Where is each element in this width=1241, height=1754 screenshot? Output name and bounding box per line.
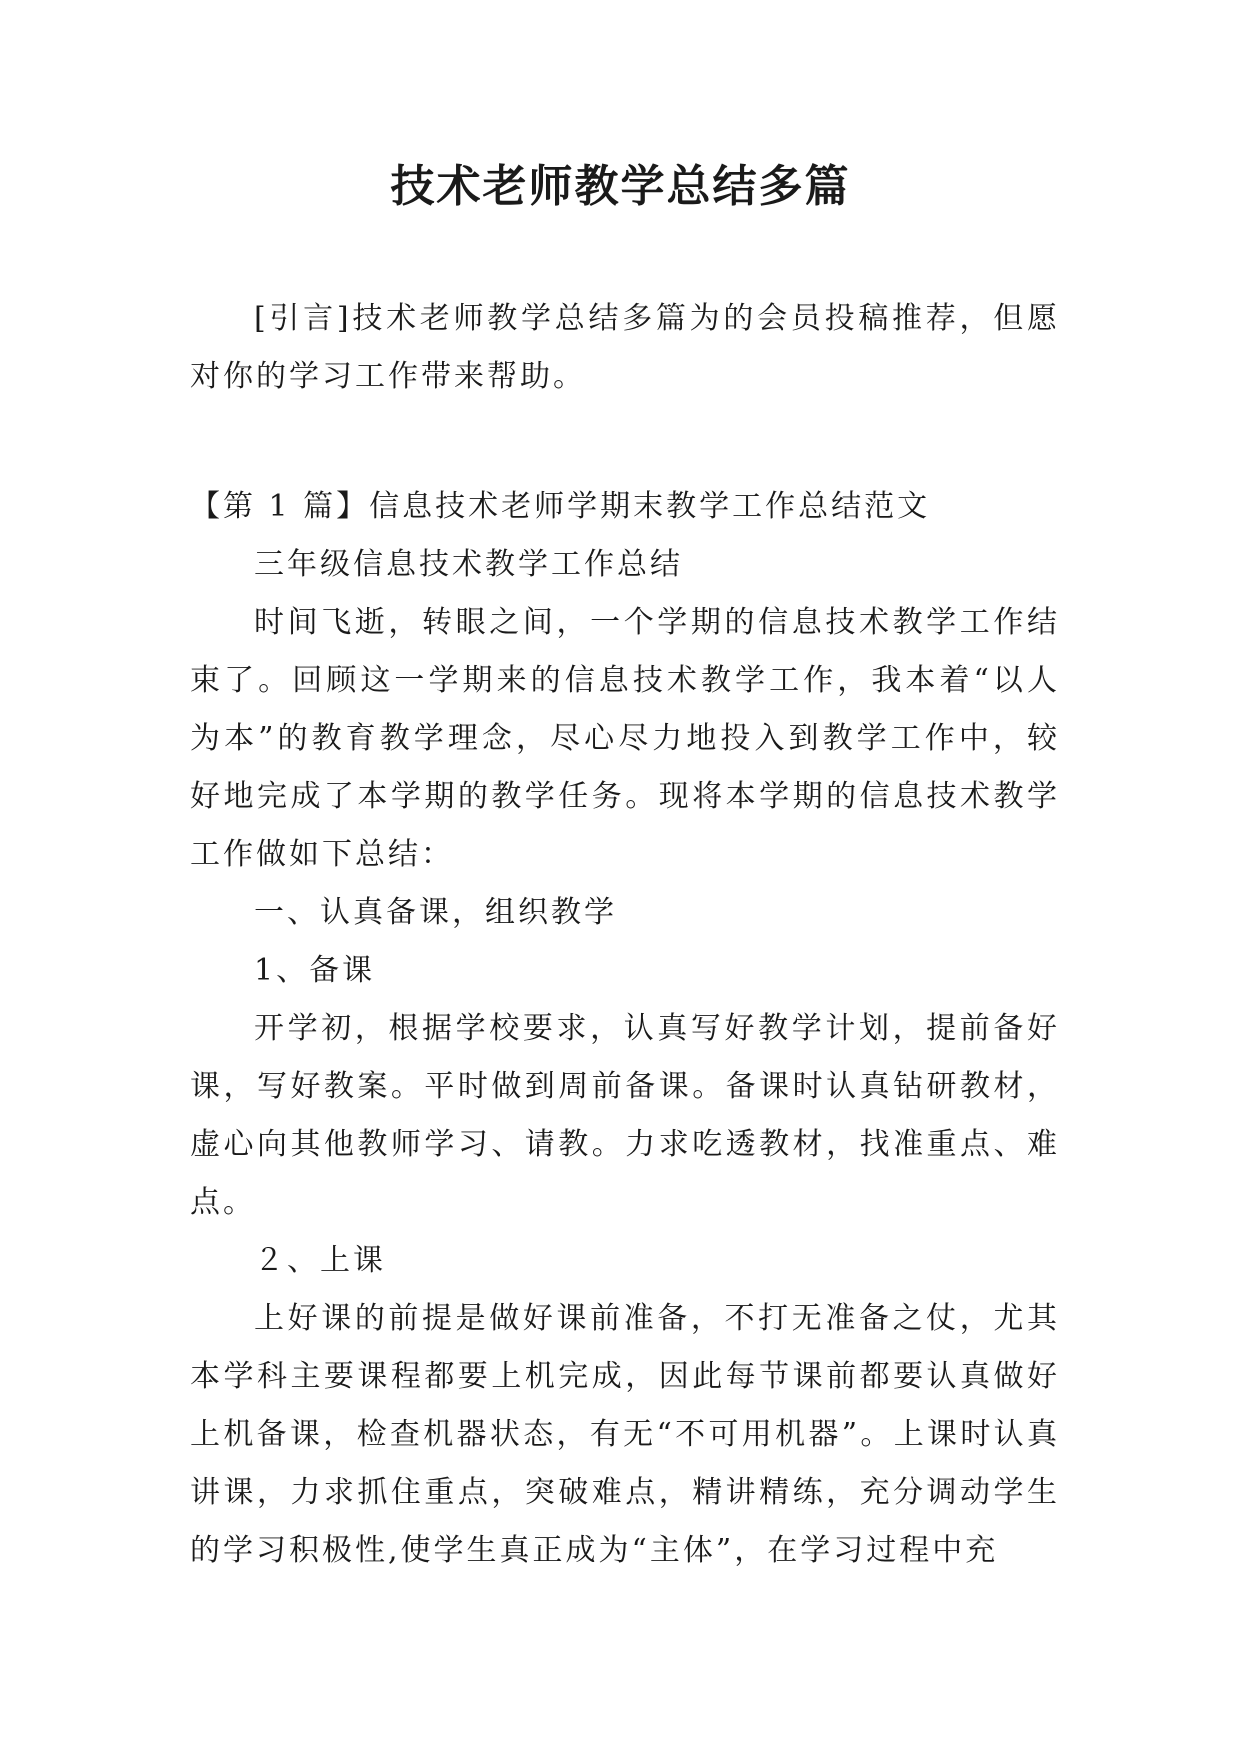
intro-paragraph: [引言]技术老师教学总结多篇为的会员投稿推荐，但愿对你的学习工作带来帮助。 [190, 301, 1060, 394]
heading-1-1: 1、备课 [254, 953, 376, 988]
subtitle: 三年级信息技术教学工作总结 [254, 547, 683, 582]
paragraph-1: 时间飞逝，转眼之间，一个学期的信息技术教学工作结束了。回顾这一学期来的信息技术教学工作，我本着“以人为本”的教育教学理念，尽心尽力地投入到教学工作中，较好地完成了本学期的教学任务。现将本学期的信息技术教学工作做如下总结： [190, 605, 1060, 872]
spacer [190, 406, 1060, 478]
document-body [190, 290, 1060, 1580]
heading-1: 一、认真备课，组织教学 [254, 895, 617, 930]
paragraph-3: 上好课的前提是做好课前准备，不打无准备之仗，尤其本学科主要课程都要上机完成，因此每节课前都要认真做好上机备课，检查机器状态，有无“不可用机器”。上课时认真讲课，力求抓住重点，突破难点，精讲精练，充分调动学生的学习积极性,使学生真正成为“主体”，在学习过程中充 [190, 1301, 1060, 1568]
document-title: 技术老师教学总结多篇 [390, 161, 851, 212]
paragraph-2: 开学初，根据学校要求，认真写好教学计划，提前备好课，写好教案。平时做到周前备课。备课时认真钻研教材，虚心向其他教师学习、请教。力求吃透教材，找准重点、难点。 [190, 1011, 1060, 1220]
heading-1-2: ２、上课 [254, 1243, 386, 1278]
section-heading: 【第 1 篇】信息技术老师学期末教学工作总结范文 [190, 489, 931, 524]
